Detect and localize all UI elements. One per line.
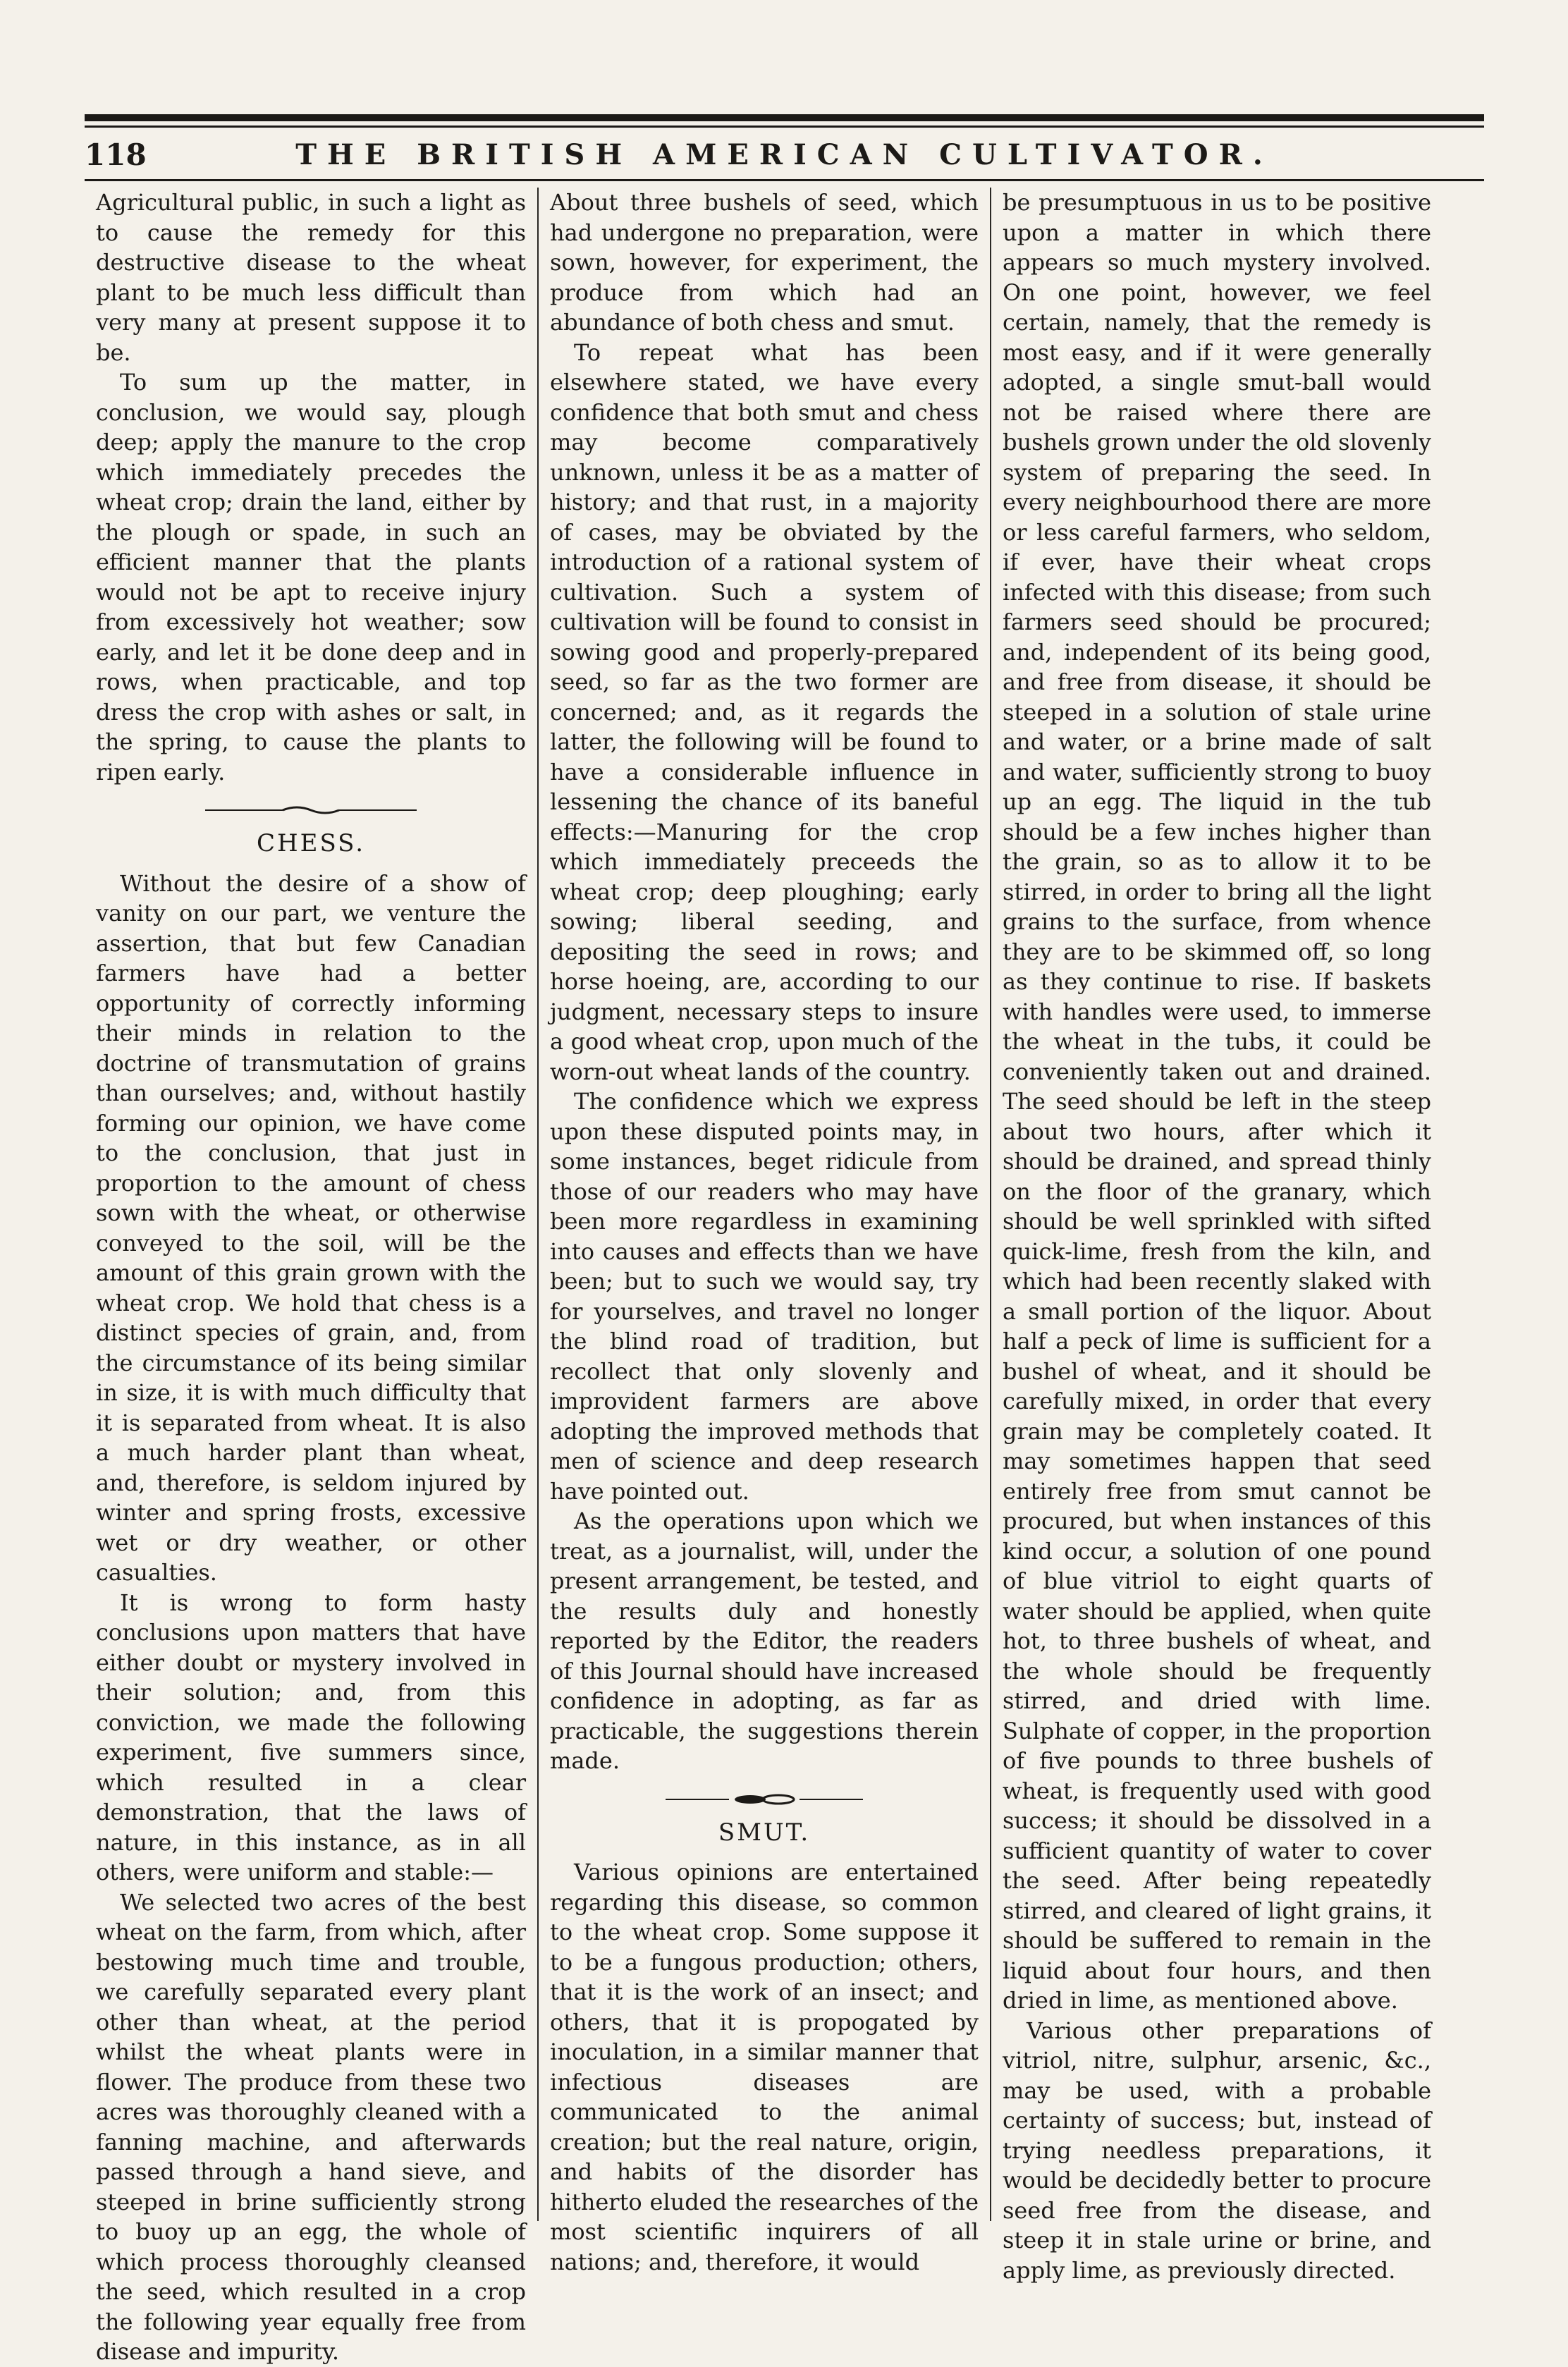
column-3	[990, 188, 1443, 2284]
running-title: THE BRITISH AMERICAN CULTIVATOR.	[295, 137, 1273, 171]
decorative-rule-icon	[205, 805, 417, 816]
page-header	[85, 133, 1484, 176]
paragraph: Various other preparations of vitriol, nitre, sulphur, arsenic, &c., may be used, with a probable certainty of success; but, instead of trying needless preparations, it would be decidedly better to procure seed free from the disease, and steep it in stale urine or brine, and apply lime, as previously directed.	[1003, 2017, 1431, 2284]
header-rule	[85, 179, 1484, 181]
paragraph: We selected two acres of the best wheat on the farm, from which, after bestowing much time and trouble, we carefully separated every plant other than wheat, at the period whilst the wheat plants were in flower. The produce from these two acres was thoroughly cleaned with a fanning machine, and afterwards passed through a hand sieve, and steeped in brine sufficiently strong to buoy up an egg, the whole of which process thoroughly cleansed the seed, which resulted in a crop the following year equally free from disease and impurity.	[96, 1888, 526, 2365]
article-columns	[85, 188, 1484, 2365]
ornament-divider	[96, 801, 526, 816]
paragraph: Without the desire of a show of vanity on our part, we venture the assertion, that but few Canadian farmers have had a better opportunity of correctly informing their minds in relation to the doctrine of transmutation of grains than ourselves; and, without hastily forming our opinion, we have come to the conclusion, that just in proportion to the amount of chess sown with the wheat, or otherwise conveyed to the soil, will be the amount of this grain grown with the wheat crop. We hold that chess is a distinct species of grain, and, from the circumstance of its being similar in size, it is with much difficulty that it is separated from wheat. It is also a much harder plant than wheat, and, therefore, is seldom injured by winter and spring frosts, excessive wet or dry weather, or other casualties.	[96, 869, 526, 1586]
newspaper-page	[85, 106, 1484, 2365]
decorative-rule-icon	[666, 1794, 863, 1805]
column-1	[85, 188, 537, 2365]
top-thick-rule	[85, 114, 1484, 121]
paragraph: About three bushels of seed, which had undergone no preparation, were sown, however, for experiment, the produce from which had an abundance of both chess and smut.	[550, 189, 979, 336]
page-number: 118	[85, 137, 147, 172]
section-title-smut: SMUT.	[718, 1818, 811, 1847]
column-2	[537, 188, 990, 2275]
paragraph: To repeat what has been elsewhere stated, we have every confidence that both smut and chess may become comparatively unknown, unless it be as a matter of history; and that rust, in a majority of cases, may be obviated by the introduction of a rational system of cultivation. Such a system of cultivation will be found to consist in sowing good and properly-prepared seed, so far as the two former are concerned; and, as it regards the latter, the following will be found to have a considerable influence in lessening the chance of its baneful effects:—Manuring for the crop which immediately preceeds the wheat crop; deep ploughing; early sowing; liberal seeding, and depositing the seed in rows; and horse hoeing, are, according to our judgment, necessary steps to insure a good wheat crop, upon much of the worn-out wheat lands of the country.	[550, 338, 979, 1085]
paragraph: be presumptuous in us to be positive upon a matter in which there appears so much mystery involved. On one point, however, we feel certain, namely, that the remedy is most easy, and if it were generally adopted, a single smut-ball would not be raised where there are bushels grown under the old slovenly system of preparing the seed. In every neighbourhood there are more or less careful farmers, who seldom, if ever, have their wheat crops infected with this disease; from such farmers seed should be procured; and, independent of its being good, and free from disease, it should be steeped in a solution of stale urine and water, or a brine made of salt and water, sufficiently strong to buoy up an egg. The liquid in the tub should be a few inches higher than the grain, so as to allow it to be stirred, in order to bring all the light grains to the surface, from whence they are to be skimmed off, so long as they continue to rise. If baskets with handles were used, to immerse the wheat in the tubs, it could be conveniently taken out and drained. The seed should be left in the steep about two hours, after which it should be drained, and spread thinly on the floor of the granary, which should be well sprinkled with sifted quick-lime, fresh from the kiln, and which had been recently slaked with a small portion of the liquor. About half a peck of lime is sufficient for a bushel of wheat, and it should be carefully mixed, in order that every grain may be completely coated. It may sometimes happen that seed entirely free from smut cannot be procured, but when instances of this kind occur, a solution of one pound of blue vitriol to eight quarts of water should be applied, when quite hot, to three bushels of wheat, and the whole should be frequently stirred, and dried with lime. Sulphate of copper, in the proportion of five pounds to three bushels of wheat, is frequently used with good success; it should be dissolved in a sufficient quantity of water to cover the seed. After being repeatedly stirred, and cleared of light grains, it should be suffered to remain in the liquid about four hours, and then dried in lime, as mentioned above.	[1003, 189, 1431, 2014]
paragraph: The confidence which we express upon these disputed points may, in some instances, beget ridicule from those of our readers who may have been more regardless in examining into causes and effects than we have been; but to such we would say, try for yourselves, and travel no longer the blind road of tradition, but recollect that only slovenly and improvident farmers are above adopting the improved methods that men of science and deep research have pointed out.	[550, 1088, 979, 1505]
paragraph: Various opinions are entertained regarding this disease, so common to the wheat crop. Some suppose it to be a fungous production; others, that it is the work of an insect; and others, that it is propogated by inoculation, in a similar manner that infectious diseases are communicated to the animal creation; but the real nature, origin, and habits of the disorder has hitherto eluded the researches of the most scientific inquirers of all nations; and, therefore, it would	[550, 1859, 979, 2275]
section-title-chess: CHESS.	[256, 829, 366, 857]
paragraph: Agricultural public, in such a light as to cause the remedy for this destructive disease to the wheat plant to be much less difficult than very many at present suppose it to be.	[96, 189, 526, 366]
paragraph: To sum up the matter, in conclusion, we would say, plough deep; apply the manure to the crop which immediately precedes the wheat crop; drain the land, either by the plough or spade, in such an efficient manner that the plants would not be apt to receive injury from excessively hot weather; sow early, and let it be done deep and in rows, when practicable, and top dress the crop with ashes or salt, in the spring, to cause the plants to ripen early.	[96, 369, 526, 785]
paragraph: As the operations upon which we treat, as a journalist, will, under the present arrangement, be tested, and the results duly and honestly reported by the Editor, the readers of this Journal should have increased confidence in adopting, as far as practicable, the suggestions therein made.	[550, 1507, 979, 1774]
paragraph: It is wrong to form hasty conclusions upon matters that have either doubt or mystery involved in their solution; and, from this conviction, we made the following experiment, five summers since, which resulted in a clear demonstration, that the laws of nature, in this instance, as in all others, were uniform and stable:—	[96, 1589, 526, 1885]
top-thin-rule	[85, 126, 1484, 128]
ornament-divider	[550, 1790, 979, 1805]
